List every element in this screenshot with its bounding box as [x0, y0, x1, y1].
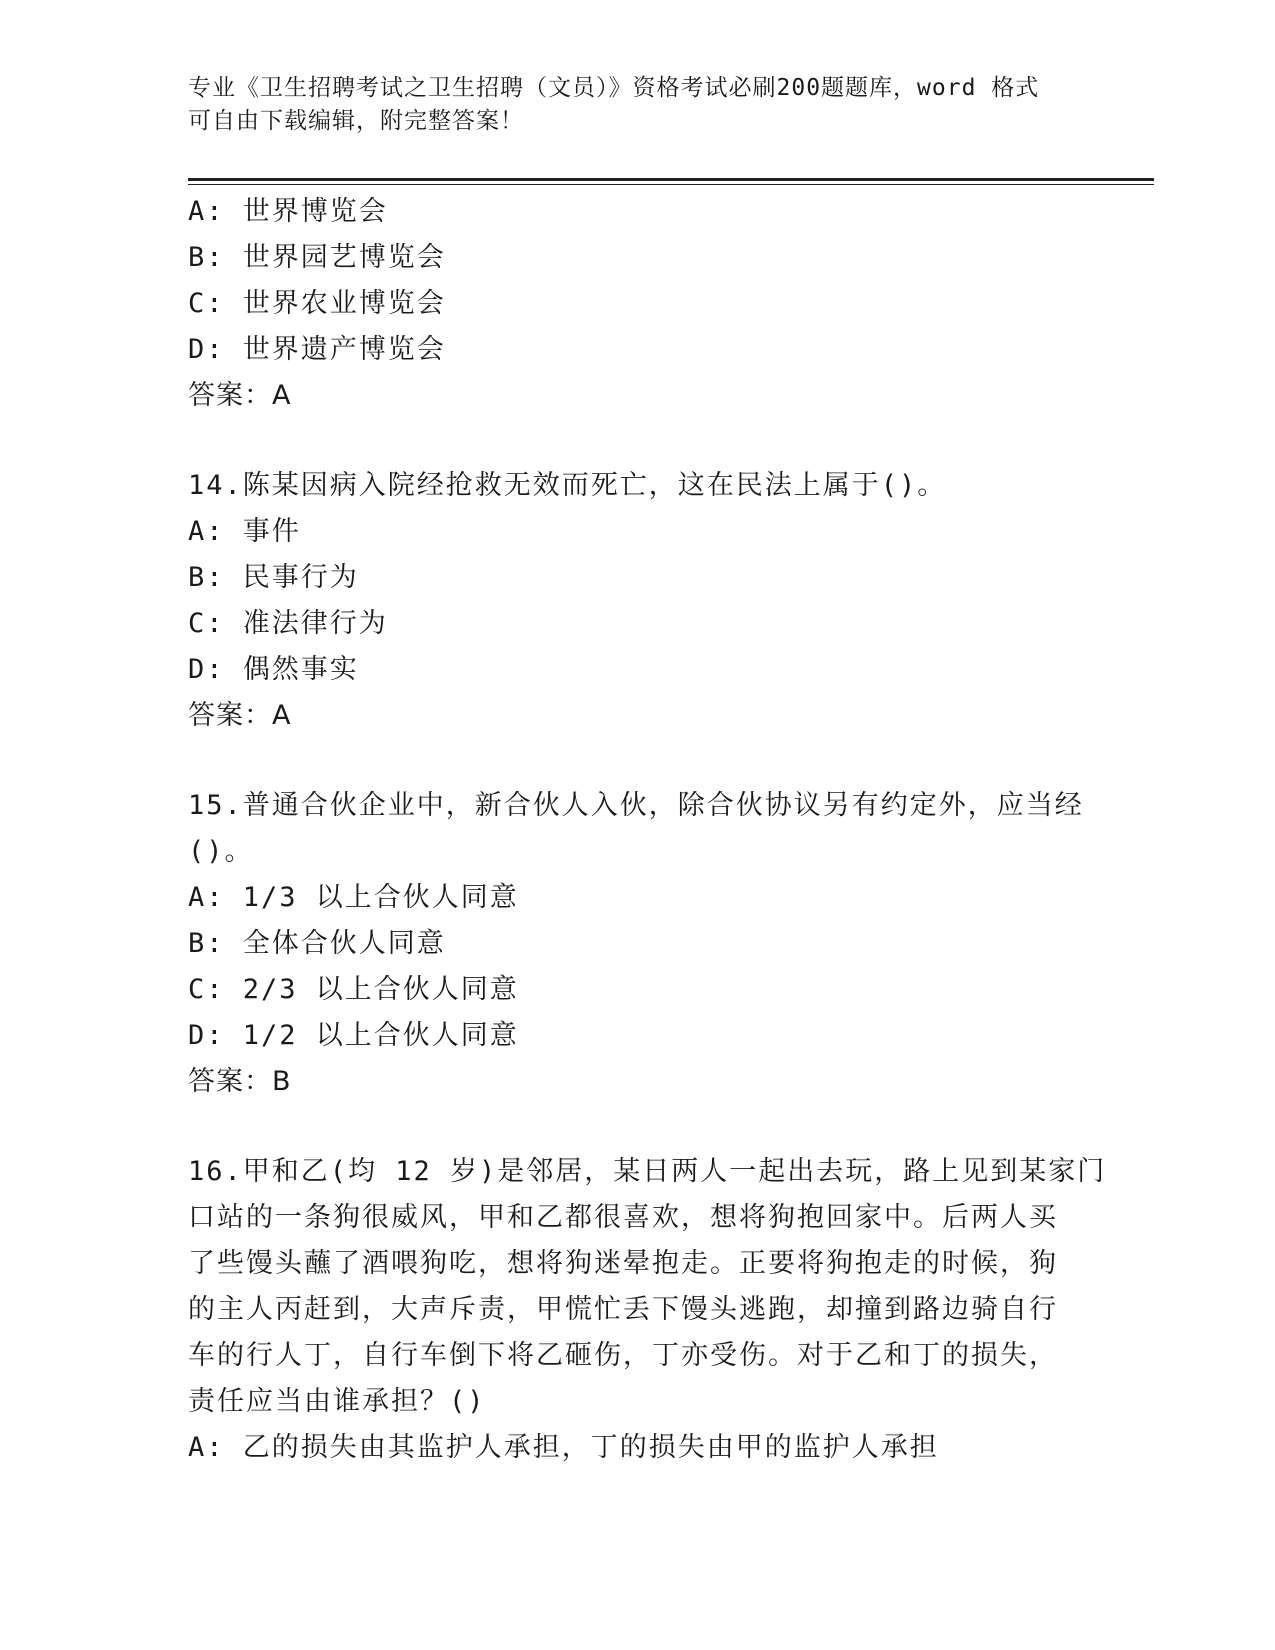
question-stem-continued: ()。	[188, 836, 254, 867]
question-15	[188, 783, 1088, 1105]
answer-line: 答案：B	[188, 1066, 292, 1097]
question-content	[188, 189, 1107, 1471]
answer-line: 答案：A	[188, 700, 292, 731]
document-header	[188, 72, 1088, 138]
answer-line: 答案：A	[188, 380, 292, 411]
question-stem-continued: 责任应当由谁承担？()	[188, 1386, 486, 1417]
option-c: C: 准法律行为	[188, 608, 388, 639]
option-d: D: 1/2 以上合伙人同意	[188, 1020, 519, 1051]
question-stem-continued: 车的行人丁，自行车倒下将乙砸伤，丁亦受伤。对于乙和丁的损失，	[188, 1340, 1058, 1371]
option-a: A: 世界博览会	[188, 196, 388, 227]
option-d: D: 世界遗产博览会	[188, 334, 446, 365]
option-b: B: 民事行为	[188, 562, 359, 593]
option-a: A: 事件	[188, 516, 301, 547]
question-14	[188, 463, 1088, 739]
question-stem-continued: 的主人丙赶到，大声斥责，甲慌忙丢下馒头逃跑，却撞到路边骑自行	[188, 1294, 1058, 1325]
question-13	[188, 189, 1088, 419]
option-d: D: 偶然事实	[188, 654, 359, 685]
question-stem-continued: 了些馒头蘸了酒喂狗吃，想将狗迷晕抱走。正要将狗抱走的时候，狗	[188, 1248, 1058, 1279]
option-b: B: 全体合伙人同意	[188, 928, 446, 959]
header-rule-thick	[188, 178, 1154, 181]
question-stem: 15.普通合伙企业中，新合伙人入伙，除合伙协议另有约定外，应当经	[188, 790, 1084, 821]
header-line-2: 可自由下载编辑，附完整答案！	[188, 108, 524, 134]
option-b: B: 世界园艺博览会	[188, 242, 446, 273]
question-stem: 16.甲和乙(均 12 岁)是邻居，某日两人一起出去玩，路上见到某家门	[188, 1156, 1107, 1187]
option-c: C: 2/3 以上合伙人同意	[188, 974, 519, 1005]
question-stem-continued: 口站的一条狗很威风，甲和乙都很喜欢，想将狗抱回家中。后两人买	[188, 1202, 1058, 1233]
header-rule-thin	[188, 184, 1154, 185]
header-line-1: 专业《卫生招聘考试之卫生招聘（文员）》资格考试必刷200题题库，word 格式	[188, 75, 1040, 101]
option-a: A: 乙的损失由其监护人承担，丁的损失由甲的监护人承担	[188, 1432, 939, 1463]
option-a: A: 1/3 以上合伙人同意	[188, 882, 519, 913]
option-c: C: 世界农业博览会	[188, 288, 446, 319]
question-stem: 14.陈某因病入院经抢救无效而死亡，这在民法上属于()。	[188, 470, 947, 501]
question-16	[188, 1149, 1107, 1471]
